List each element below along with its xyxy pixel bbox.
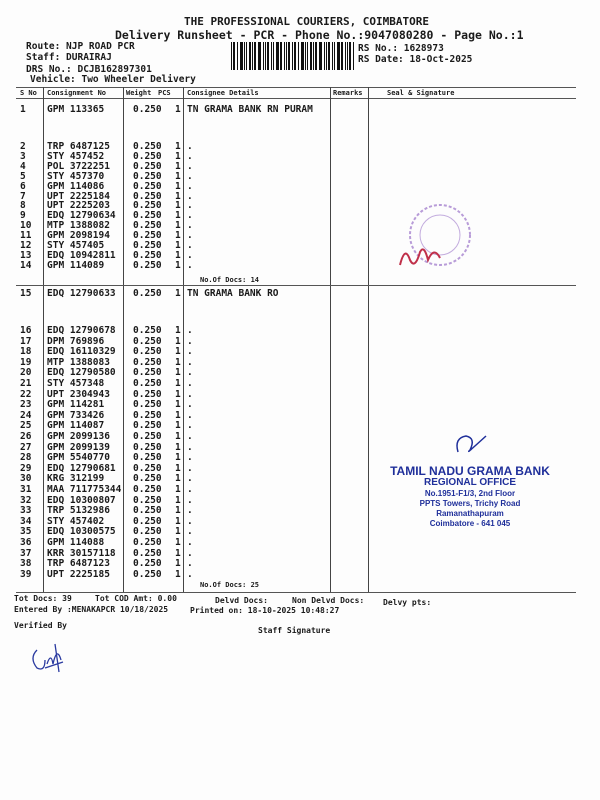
row-consignee-blank: .	[187, 431, 193, 442]
row-weight: 0.250	[133, 200, 162, 212]
row-consignment-no: GPM 5540770	[47, 452, 110, 464]
row-consignee-blank: .	[187, 240, 193, 251]
row-consignment-no: EDQ 12790634	[47, 210, 116, 222]
row-sno: 10	[20, 220, 32, 232]
row-consignee-blank: .	[187, 452, 193, 464]
row-sno: 17	[20, 335, 32, 347]
row-sno: 18	[20, 346, 32, 358]
row-consignee: TN GRAMA BANK RO	[187, 288, 279, 299]
row-consignee-blank: .	[187, 378, 193, 389]
stamp-signature-icon	[450, 430, 490, 460]
row-sno: 27	[20, 441, 32, 453]
col-consignee: Consignee Details	[187, 89, 259, 97]
row-consignee-blank: .	[187, 526, 193, 538]
row-consignment-no: STY 457348	[47, 378, 105, 389]
row-sno: 7	[20, 190, 26, 202]
row-weight: 0.250	[133, 220, 162, 232]
row-weight: 0.250	[133, 259, 162, 271]
row-sno: 22	[20, 388, 32, 400]
row-consignee-blank: .	[187, 150, 193, 162]
row-weight: 0.250	[133, 170, 162, 182]
row-pcs: 1	[175, 441, 181, 453]
row-consignment-no: STY 457370	[47, 170, 105, 182]
row-weight: 0.250	[133, 515, 162, 527]
row-consignee-blank: .	[187, 537, 193, 548]
row-consignment-no: POL 3722251	[47, 160, 110, 172]
row-weight: 0.250	[133, 452, 162, 464]
row-consignment-no: KRG 312199	[47, 473, 105, 485]
stamp-line: PPTS Towers, Trichy Road	[419, 499, 521, 508]
row-consignee-blank: .	[187, 220, 193, 232]
row-consignee-blank: .	[187, 210, 193, 222]
row-sno: 39	[20, 568, 32, 580]
row-sno: 8	[20, 200, 26, 212]
row-sno: 38	[20, 558, 32, 570]
barcode	[231, 42, 356, 70]
stamp-line: REGIONAL OFFICE	[423, 477, 517, 488]
seal-stamp-icon	[395, 195, 480, 280]
row-consignee-blank: .	[187, 568, 193, 580]
row-sno: 6	[20, 180, 26, 192]
row-weight: 0.250	[133, 484, 162, 495]
verifier-signature-icon	[25, 640, 85, 675]
row-weight: 0.250	[133, 325, 162, 336]
row-pcs: 1	[175, 462, 181, 474]
row-sno: 12	[20, 240, 32, 251]
row-pcs: 1	[175, 220, 181, 232]
row-consignee-blank: .	[187, 346, 193, 358]
row-consignment-no: GPM 114086	[47, 180, 105, 192]
row-weight: 0.250	[133, 346, 162, 358]
row-pcs: 1	[175, 335, 181, 347]
row-consignee-blank: .	[187, 141, 193, 152]
row-pcs: 1	[175, 356, 181, 368]
row-consignment-no: GPM 733426	[47, 409, 105, 421]
col-pcs: PCS	[158, 89, 171, 97]
row-weight: 0.250	[133, 399, 162, 411]
runsheet-title: Delivery Runsheet - PCR - Phone No.:9047080280 - Page No.:1	[115, 28, 524, 42]
staff-signature: Staff Signature	[258, 626, 331, 635]
row-consignment-no: UPT 2304943	[47, 388, 110, 400]
row-weight: 0.250	[133, 420, 162, 432]
row-pcs: 1	[175, 346, 181, 358]
row-sno: 14	[20, 259, 32, 271]
row-weight: 0.250	[133, 526, 162, 538]
row-pcs: 1	[175, 388, 181, 400]
row-consignment-no: GPM 2099139	[47, 441, 110, 453]
row-pcs: 1	[175, 547, 181, 559]
row-sno: 31	[20, 484, 32, 495]
row-consignment-no: GPM 2098194	[47, 230, 110, 242]
row-pcs: 1	[175, 484, 181, 495]
row-weight: 0.250	[133, 210, 162, 222]
col-sno: S No	[20, 89, 37, 97]
row-consignment-no: TRP 5132986	[47, 505, 110, 517]
delvy-pts: Delvy pts:	[383, 598, 432, 607]
row-consignment-no: TRP 6487123	[47, 558, 110, 570]
row-sno: 29	[20, 462, 32, 474]
row-pcs: 1	[175, 240, 181, 251]
row-pcs: 1	[175, 452, 181, 464]
row-consignment-no: GPM 114089	[47, 259, 105, 271]
col-remarks: Remarks	[333, 89, 363, 97]
row-pcs: 1	[175, 378, 181, 389]
row-pcs: 1	[175, 160, 181, 172]
row-sno: 32	[20, 494, 32, 506]
row-pcs: 1	[175, 150, 181, 162]
row-weight: 0.250	[133, 568, 162, 580]
row-consignment-no: UPT 2225203	[47, 200, 110, 212]
row-consignee-blank: .	[187, 160, 193, 172]
row-pcs: 1	[175, 505, 181, 517]
row-consignment-no: GPM 114088	[47, 537, 105, 548]
row-pcs: 1	[175, 420, 181, 432]
row-sno: 2	[20, 141, 26, 152]
row-weight: 0.250	[133, 367, 162, 379]
row-pcs: 1	[175, 409, 181, 421]
non-delvd-docs: Non Delvd Docs:	[292, 596, 365, 605]
bank-stamp	[375, 430, 565, 529]
row-consignment-no: EDQ 10300575	[47, 526, 116, 538]
row-sno: 23	[20, 399, 32, 411]
stamp-line: Ramanathapuram	[436, 509, 504, 518]
row-consignee-blank: .	[187, 335, 193, 347]
row-consignment-no: EDQ 12790580	[47, 367, 116, 379]
row-sno: 33	[20, 505, 32, 517]
row-sno: 19	[20, 356, 32, 368]
row-consignment-no: MTP 1388083	[47, 356, 110, 368]
row-sno: 3	[20, 150, 26, 162]
row-consignment-no: GPM 2099136	[47, 431, 110, 442]
row-weight: 0.250	[133, 230, 162, 242]
row-consignee-blank: .	[187, 494, 193, 506]
row-weight: 0.250	[133, 288, 162, 299]
row-weight: 0.250	[133, 409, 162, 421]
row-pcs: 1	[175, 230, 181, 242]
row-pcs: 1	[175, 190, 181, 202]
row-consignment-no: MAA 711775344	[47, 484, 122, 495]
row-pcs: 1	[175, 515, 181, 527]
row-consignee-blank: .	[187, 249, 193, 261]
row-weight: 0.250	[133, 388, 162, 400]
row-sno: 11	[20, 230, 32, 242]
row-weight: 0.250	[133, 547, 162, 559]
row-pcs: 1	[175, 537, 181, 548]
row-pcs: 1	[175, 259, 181, 271]
row-consignment-no: EDQ 12790633	[47, 288, 116, 299]
row-sno: 9	[20, 210, 26, 222]
row-weight: 0.250	[133, 537, 162, 548]
docs-count: No.Of Docs: 14	[200, 276, 260, 284]
company-name: THE PROFESSIONAL COURIERS, COIMBATORE	[184, 15, 430, 28]
row-pcs: 1	[175, 288, 181, 299]
row-weight: 0.250	[133, 356, 162, 368]
row-consignee-blank: .	[187, 473, 193, 485]
row-consignment-no: EDQ 16110329	[47, 346, 116, 358]
row-pcs: 1	[175, 104, 181, 115]
row-sno: 5	[20, 170, 26, 182]
row-pcs: 1	[175, 180, 181, 192]
row-sno: 24	[20, 409, 32, 421]
row-weight: 0.250	[133, 141, 162, 152]
row-consignee-blank: .	[187, 230, 193, 242]
vehicle: Vehicle: Two Wheeler Delivery	[30, 74, 196, 85]
entered-by: Entered By :MENAKAPCR 10/18/2025	[14, 605, 169, 614]
row-consignee-blank: .	[187, 515, 193, 527]
row-sno: 30	[20, 473, 32, 485]
row-consignment-no: GPM 113365	[47, 104, 105, 115]
row-sno: 36	[20, 537, 32, 548]
row-weight: 0.250	[133, 473, 162, 485]
verified-by: Verified By	[14, 621, 67, 630]
row-consignee-blank: .	[187, 388, 193, 400]
row-consignee-blank: .	[187, 420, 193, 432]
row-consignee-blank: .	[187, 180, 193, 192]
row-weight: 0.250	[133, 249, 162, 261]
row-pcs: 1	[175, 141, 181, 152]
row-pcs: 1	[175, 325, 181, 336]
printed-on: Printed on: 18-10-2025 10:48:27	[190, 606, 340, 615]
row-sno: 35	[20, 526, 32, 538]
row-consignee: TN GRAMA BANK RN PURAM	[187, 104, 313, 115]
row-pcs: 1	[175, 200, 181, 212]
row-consignee-blank: .	[187, 259, 193, 271]
row-pcs: 1	[175, 210, 181, 222]
row-sno: 34	[20, 515, 32, 527]
row-consignee-blank: .	[187, 325, 193, 336]
row-pcs: 1	[175, 494, 181, 506]
row-sno: 16	[20, 325, 32, 336]
row-consignee-blank: .	[187, 547, 193, 559]
row-weight: 0.250	[133, 150, 162, 162]
row-consignment-no: EDQ 12790678	[47, 325, 116, 336]
drs-number: DRS No.: DCJB162897301	[26, 64, 152, 75]
row-pcs: 1	[175, 249, 181, 261]
row-weight: 0.250	[133, 431, 162, 442]
row-consignment-no: GPM 114281	[47, 399, 105, 411]
row-sno: 15	[20, 288, 32, 299]
row-consignee-blank: .	[187, 367, 193, 379]
row-sno: 1	[20, 104, 26, 115]
rs-number: RS No.: 1628973	[358, 43, 444, 54]
row-consignment-no: MTP 1388082	[47, 220, 110, 232]
row-pcs: 1	[175, 526, 181, 538]
row-consignment-no: KRR 30157118	[47, 547, 116, 559]
stamp-line: TAMIL NADU GRAMA BANK	[390, 464, 550, 478]
row-weight: 0.250	[133, 335, 162, 347]
row-weight: 0.250	[133, 462, 162, 474]
row-consignee-blank: .	[187, 484, 193, 495]
row-consignee-blank: .	[187, 170, 193, 182]
row-consignment-no: GPM 114087	[47, 420, 105, 432]
row-pcs: 1	[175, 367, 181, 379]
row-sno: 20	[20, 367, 32, 379]
row-consignment-no: UPT 2225184	[47, 190, 110, 202]
row-consignment-no: UPT 2225185	[47, 568, 110, 580]
row-consignee-blank: .	[187, 200, 193, 212]
row-sno: 21	[20, 378, 32, 389]
row-consignee-blank: .	[187, 505, 193, 517]
row-pcs: 1	[175, 170, 181, 182]
stamp-line: No.1951-F1/3, 2nd Floor	[424, 489, 516, 498]
row-consignment-no: EDQ 12790681	[47, 462, 116, 474]
row-weight: 0.250	[133, 180, 162, 192]
staff: Staff: DURAIRAJ	[26, 52, 112, 63]
row-consignment-no: EDQ 10300807	[47, 494, 116, 506]
row-consignment-no: STY 457402	[47, 515, 105, 527]
row-weight: 0.250	[133, 104, 162, 115]
row-consignee-blank: .	[187, 190, 193, 202]
row-weight: 0.250	[133, 494, 162, 506]
row-sno: 13	[20, 249, 32, 261]
col-consignment: Consignment No	[47, 89, 107, 97]
col-weight: Weight	[126, 89, 152, 97]
row-pcs: 1	[175, 558, 181, 570]
row-weight: 0.250	[133, 378, 162, 389]
tot-docs: Tot Docs: 39	[14, 594, 72, 603]
row-consignee-blank: .	[187, 558, 193, 570]
row-weight: 0.250	[133, 190, 162, 202]
row-sno: 4	[20, 160, 26, 172]
tot-cod: Tot COD Amt: 0.00	[95, 594, 177, 603]
row-consignment-no: TRP 6487125	[47, 141, 110, 152]
row-weight: 0.250	[133, 505, 162, 517]
row-weight: 0.250	[133, 160, 162, 172]
row-consignment-no: STY 457452	[47, 150, 105, 162]
row-sno: 28	[20, 452, 32, 464]
row-consignee-blank: .	[187, 409, 193, 421]
row-consignment-no: DPM 769896	[47, 335, 105, 347]
row-weight: 0.250	[133, 441, 162, 453]
row-weight: 0.250	[133, 558, 162, 570]
col-seal: Seal & Signature	[387, 89, 455, 97]
row-consignee-blank: .	[187, 441, 193, 453]
row-consignment-no: STY 457405	[47, 240, 105, 251]
delvd-docs: Delvd Docs:	[215, 596, 268, 605]
row-pcs: 1	[175, 399, 181, 411]
row-sno: 25	[20, 420, 32, 432]
row-consignment-no: EDQ 10942811	[47, 249, 116, 261]
row-pcs: 1	[175, 568, 181, 580]
rs-date: RS Date: 18-Oct-2025	[358, 54, 473, 65]
stamp-line: Coimbatore - 641 045	[429, 519, 511, 528]
row-sno: 26	[20, 431, 32, 442]
docs-count: No.Of Docs: 25	[200, 581, 260, 589]
row-consignee-blank: .	[187, 356, 193, 368]
row-consignee-blank: .	[187, 462, 193, 474]
row-weight: 0.250	[133, 240, 162, 251]
row-consignee-blank: .	[187, 399, 193, 411]
row-pcs: 1	[175, 431, 181, 442]
row-pcs: 1	[175, 473, 181, 485]
route: Route: NJP ROAD PCR	[26, 41, 135, 52]
row-sno: 37	[20, 547, 32, 559]
